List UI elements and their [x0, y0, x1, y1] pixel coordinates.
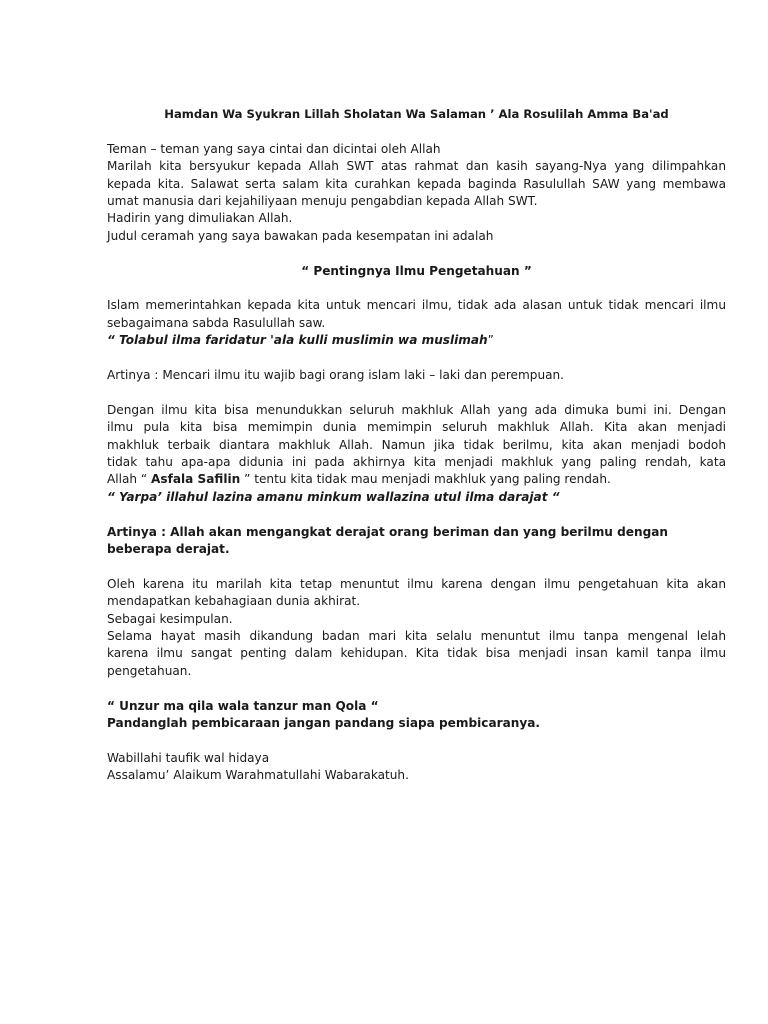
document-body [107, 106, 726, 802]
conclusion-line: pengetahuan. [107, 663, 192, 678]
ilmu-line: ilmu pula kita bisa memimpin dunia memimpin seluruh makhluk Allah. Kita akan menjadi [107, 420, 726, 435]
opening-line: Teman – teman yang saya cintai dan dicintai oleh Allah [107, 141, 441, 156]
ilmu-paragraph [107, 402, 726, 506]
opening-line: Judul ceramah yang saya bawakan pada kesempatan ini adalah [107, 228, 494, 243]
artinya-ayat-line: beberapa derajat. [107, 542, 230, 557]
artinya-ayat [107, 524, 726, 559]
ilmu-line-pre: Allah “ [107, 472, 152, 487]
unzur-quote [107, 698, 726, 733]
ilmu-line: Dengan ilmu kita bisa menundukkan seluruh makhluk Allah yang ada dimuka bumi ini. Dengan [107, 402, 726, 417]
closing-paragraph [107, 750, 726, 785]
ilmu-line: tidak tahu apa-apa didunia ini pada akhirnya kita menjadi makhluk yang paling rendah, kata [107, 455, 726, 470]
ilmu-line: makhluk terbaik diantara makhluk Allah. Namun jika tidak berilmu, kita akan menjadi bodoh [107, 437, 726, 452]
conclusion-line: Selama hayat masih dikandung badan mari kita selalu menuntut ilmu tanpa mengenal lelah [107, 629, 726, 644]
hadith-quote [107, 332, 726, 349]
artinya-hadith: Artinya : Mencari ilmu itu wajib bagi orang islam laki – laki dan perempuan. [107, 368, 565, 383]
conclusion-line: mendapatkan kebahagiaan dunia akhirat. [107, 594, 361, 609]
opening-paragraph [107, 141, 726, 245]
artinya-ayat-line: Artinya : Allah akan mengangkat derajat orang beriman dan yang berilmu dengan [107, 524, 669, 539]
islam-paragraph [107, 297, 726, 349]
topic-title: “ Pentingnya Ilmu Pengetahuan ” [301, 263, 532, 278]
islam-line: sebagaimana sabda Rasulullah saw. [107, 315, 326, 330]
unzur-translation: Pandanglah pembicaraan jangan pandang siapa pembicaranya. [107, 716, 540, 731]
opening-line: Marilah kita bersyukur kepada Allah SWT atas rahmat dan kasih sayang-Nya yang dilimpahkan [107, 159, 726, 174]
conclusion-line: Oleh karena itu marilah kita tetap menuntut ilmu karena dengan ilmu pengetahuan kita akan [107, 576, 726, 591]
conclusion-paragraph [107, 576, 726, 680]
opening-line: kepada kita. Salawat serta salam kita curahkan kepada baginda Rasulullah SAW yang membawa [107, 176, 726, 191]
conclusion-line: karena ilmu sangat penting dalam kehidupan. Kita tidak bisa menjadi insan kamil tanpa ilmu [107, 646, 726, 661]
conclusion-line: Sebagai kesimpulan. [107, 611, 233, 626]
ilmu-line [107, 471, 726, 488]
hadith-quote-open: “ [107, 333, 119, 348]
ilmu-line-post: ” tentu kita tidak mau menjadi makhluk yang paling rendah. [240, 472, 611, 487]
closing-line: Wabillahi taufik wal hidaya [107, 750, 270, 765]
hadith-quote-text: Tolabul ilma faridatur 'ala kulli muslimin wa muslimah [119, 333, 488, 348]
document-title: Hamdan Wa Syukran Lillah Sholatan Wa Salaman ʼ Ala Rosulilah Amma Ba'ad [164, 107, 669, 121]
closing-line: Assalamu’ Alaikum Warahmatullahi Wabarakatuh. [107, 768, 409, 783]
opening-line: umat manusia dari kejahiliyaan menuju pengabdian kepada Allah SWT. [107, 194, 538, 209]
opening-line: Hadirin yang dimuliakan Allah. [107, 211, 293, 226]
unzur-line: “ Unzur ma qila wala tanzur man Qola “ [107, 698, 379, 713]
ayat-quote: “ Yarpa’ illahul lazina amanu minkum wallazina utul ilma darajat “ [107, 489, 560, 504]
asfala-safilin: Asfala Safilin [151, 472, 241, 487]
hadith-quote-close: ” [487, 333, 494, 348]
islam-line: Islam memerintahkan kepada kita untuk mencari ilmu, tidak ada alasan untuk tidak mencari ilmu [107, 298, 726, 313]
